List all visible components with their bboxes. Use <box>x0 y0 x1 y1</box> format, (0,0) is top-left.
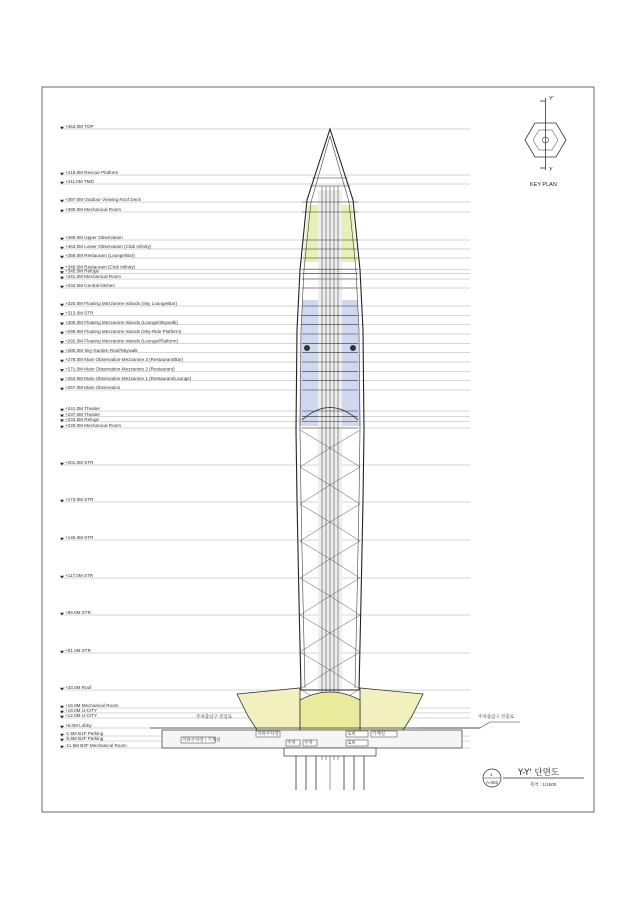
level-label: +390.0M Mechanical Room <box>65 207 122 213</box>
level-label: +453.0M TOP <box>65 124 94 130</box>
level-marker <box>60 376 470 381</box>
level-label: +306.0M Floating Mezzanine Islands (Lounge/Skywalk) <box>65 319 178 325</box>
level-label: +418.0M Rescue Platform <box>65 170 119 176</box>
level-marker <box>60 412 470 417</box>
title-block <box>483 767 584 788</box>
level-label: +264.0M Main Observation-Mezzanine 1 (Restaurant/Lounge) <box>65 375 192 381</box>
level-label: +397.0M Outdoor Viewing Roof Deck <box>65 197 141 203</box>
level-marker <box>60 573 470 578</box>
level-label: +201.0M STR <box>65 460 94 466</box>
level-label: +356.0M Restaurant (Lounge/Bar) <box>65 253 135 259</box>
level-marker <box>60 170 470 175</box>
level-label: +363.0M Lower Observation (Club Infinity) <box>65 244 152 250</box>
level-marker <box>60 357 470 362</box>
foundation-mat <box>284 748 376 756</box>
level-marker <box>60 329 470 334</box>
key-plan-title: KEY PLAN <box>530 182 557 188</box>
level-marker <box>60 460 470 465</box>
level-marker <box>60 264 470 269</box>
level-marker <box>60 179 470 184</box>
level-label: +117.0M STR <box>65 573 94 579</box>
podium-label-left: 주차출입구 진입로 <box>196 714 233 719</box>
level-label: +299.0M Floating Mezzanine Islands (Sky-Ride Platform) <box>65 329 182 335</box>
level-marker <box>60 685 470 690</box>
podium-label-right: 주차출입구 진출로 <box>478 714 515 719</box>
level-label: +16.0M U-CITY <box>65 708 98 714</box>
key-plan-axis-bottom: Y <box>549 167 553 173</box>
level-marker <box>60 244 470 249</box>
base-room-label: 로비 <box>347 731 356 736</box>
level-marker <box>60 235 470 240</box>
level-marker <box>60 207 470 212</box>
level-label: +89.0M STR <box>65 610 91 616</box>
level-marker <box>60 339 470 344</box>
key-plan-axis-top: Y' <box>549 96 554 102</box>
level-marker <box>60 348 470 353</box>
level-marker <box>60 301 470 306</box>
level-label: +12.0M U-CITY <box>65 713 98 719</box>
level-marker <box>60 311 470 316</box>
level-label: +348.0M Restaurant (Club Infinity) <box>65 264 136 270</box>
section-title: Y-Y' 단면도 <box>518 768 560 778</box>
level-label: +173.0M STR <box>65 497 94 503</box>
tower <box>296 129 364 790</box>
level-label: +411.0M TMD <box>65 179 94 185</box>
level-lines <box>60 124 470 748</box>
level-label: +233.5M Refuge <box>65 416 100 422</box>
level-label: +334.0M Central kitchen <box>65 283 115 289</box>
level-label: +33.0M Roof <box>65 685 92 691</box>
base-room-label: 지하주차장 / 기계실 <box>182 737 221 742</box>
level-label: +285.0M Sky Garden Roof/Skywalk <box>65 347 138 353</box>
level-label: +229.0M Mechanical Room <box>65 423 122 429</box>
sheet-number: A-002 <box>486 780 499 785</box>
level-label: +6.0M Lobby <box>65 723 92 729</box>
level-marker <box>60 320 470 325</box>
tree-icon <box>304 345 310 351</box>
level-label: +320.0M Floating Mezzanine Islands (Sky Lounge/Bar) <box>65 301 177 307</box>
level-label: +61.0M STR <box>65 648 91 654</box>
level-label: +313.0M STR <box>65 310 94 316</box>
level-marker <box>60 648 470 653</box>
level-marker <box>60 497 470 502</box>
level-label: +345.0M Refuge <box>65 268 100 274</box>
base-room-label: 주차 <box>304 740 313 745</box>
level-marker <box>60 535 470 540</box>
drawing-number: 1 <box>490 772 493 777</box>
level-label: +237.0M Theater <box>65 411 101 417</box>
level-marker <box>60 124 470 129</box>
level-label: +145.0M STR <box>65 535 94 541</box>
level-marker <box>60 610 470 615</box>
level-marker <box>60 283 470 288</box>
level-marker <box>60 253 470 258</box>
level-label: +369.0M Upper Observation <box>65 235 123 241</box>
base-room-label: 기계실 <box>372 731 386 736</box>
level-label: +341.0M Mechanical Room <box>65 274 122 280</box>
level-label: -1.5M B1F Parking <box>65 731 104 737</box>
level-marker <box>60 406 470 411</box>
level-marker <box>60 385 470 390</box>
tree-icon <box>350 345 356 351</box>
scale-label: 축척 : 1/1500 <box>530 782 557 787</box>
base-room-label: 로비 <box>347 740 356 745</box>
level-label: +241.0M Theater <box>65 406 101 412</box>
level-marker <box>60 274 470 279</box>
level-label: +257.0M Main Observation <box>65 385 121 391</box>
base-room-label: 지하주차장 <box>257 731 279 736</box>
base-room-label: 주차 <box>287 740 296 745</box>
level-label: +278.0M Main Observation-Mezzanine 3 (Restaurant/Bar) <box>65 357 184 363</box>
level-label: -11.5M B3F Mechanical Room <box>65 743 127 749</box>
level-label: -5.9M B2F Parking <box>65 736 104 742</box>
level-marker <box>60 197 470 202</box>
level-marker <box>60 417 470 422</box>
key-plan <box>525 96 566 188</box>
site-slope-right <box>420 722 520 728</box>
level-label: +292.0M Floating Mezzanine Islands (Lounge/Platform) <box>65 338 178 344</box>
level-marker <box>60 367 470 372</box>
podium <box>150 688 520 790</box>
level-label: +271.0M Main Observation-Mezzanine 2 (Restaurant) <box>65 366 175 372</box>
level-marker <box>60 423 470 428</box>
level-label: +19.9M Mechanical Room <box>65 703 119 709</box>
